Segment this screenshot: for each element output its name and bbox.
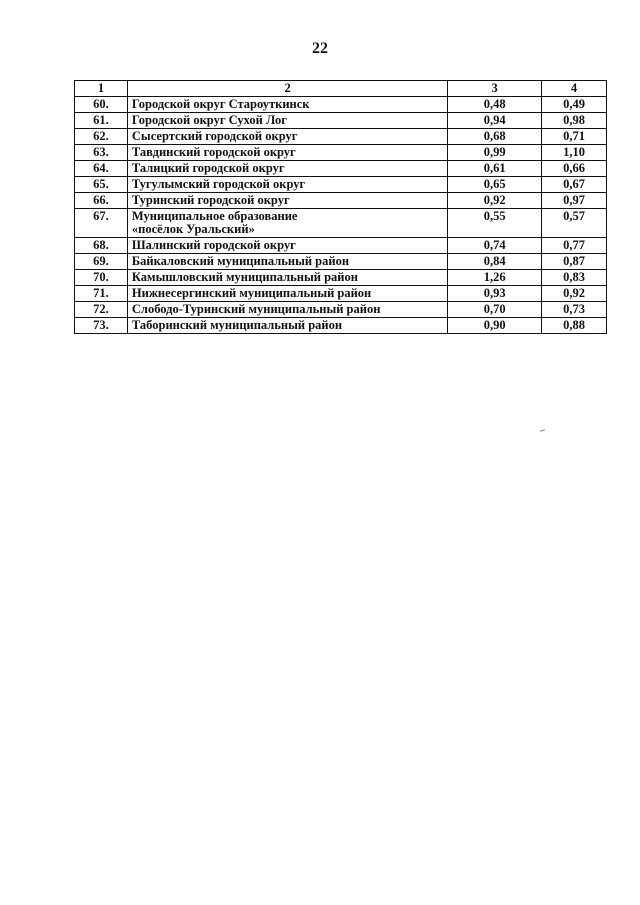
value-column-4: 0,71 [542,129,607,145]
table-row [75,209,607,238]
municipality-name [127,209,447,238]
value-column-3: 0,61 [448,161,542,177]
municipality-name-line: Камышловский муниципальный район [131,270,358,284]
municipality-name-line: Сысертский городской округ [131,129,298,143]
table-row [75,286,607,302]
table-row [75,145,607,161]
value-column-3: 0,99 [448,145,542,161]
column-header: 2 [127,81,447,97]
municipality-name-line: Байкаловский муниципальный район [131,254,350,268]
municipality-name-line: Талицкий городской округ [131,161,285,175]
row-number: 66. [75,193,128,209]
value-column-3: 0,48 [448,97,542,113]
table-row [75,97,607,113]
municipality-name-line: Муниципальное образование [131,209,298,223]
value-column-3: 0,68 [448,129,542,145]
row-number: 67. [75,209,128,238]
column-header: 3 [448,81,542,97]
value-column-4: 0,67 [542,177,607,193]
value-column-4: 0,92 [542,286,607,302]
value-column-3: 0,94 [448,113,542,129]
value-column-4: 0,66 [542,161,607,177]
table-row [75,302,607,318]
municipality-name-line: Туринский городской округ [131,193,290,207]
municipality-name-line: Городской округ Староуткинск [131,97,310,111]
value-column-3: 0,55 [448,209,542,238]
row-number: 70. [75,270,128,286]
row-number: 68. [75,238,128,254]
municipality-name-line: «посёлок Уральский» [131,222,255,236]
value-column-4: 0,49 [542,97,607,113]
value-column-3: 0,92 [448,193,542,209]
municipality-name [127,161,447,177]
row-number: 71. [75,286,128,302]
table-row [75,161,607,177]
row-number: 62. [75,129,128,145]
value-column-4: 1,10 [542,145,607,161]
table-row [75,254,607,270]
municipality-name [127,129,447,145]
row-number: 65. [75,177,128,193]
table-row [75,270,607,286]
value-column-4: 0,83 [542,270,607,286]
municipality-name-line: Тавдинский городской округ [131,145,296,159]
row-number: 60. [75,97,128,113]
municipality-name [127,238,447,254]
municipality-name [127,270,447,286]
row-number: 63. [75,145,128,161]
value-column-4: 0,73 [542,302,607,318]
municipality-name-line: Тугулымский городской округ [131,177,306,191]
row-number: 69. [75,254,128,270]
row-number: 72. [75,302,128,318]
municipality-name-line: Нижнесергинский муниципальный район [131,286,372,300]
municipality-name-line: Таборинский муниципальный район [131,318,343,332]
value-column-4: 0,57 [542,209,607,238]
value-column-3: 0,84 [448,254,542,270]
value-column-3: 1,26 [448,270,542,286]
table-row [75,238,607,254]
municipality-name [127,97,447,113]
column-header: 1 [75,81,128,97]
row-number: 61. [75,113,128,129]
value-column-3: 0,90 [448,318,542,334]
value-column-3: 0,74 [448,238,542,254]
municipality-name [127,254,447,270]
municipality-name [127,302,447,318]
table-row [75,193,607,209]
data-table [74,80,607,334]
page-number: 22 [312,40,328,57]
municipality-name [127,318,447,334]
scan-speck [540,429,545,432]
value-column-3: 0,70 [448,302,542,318]
table-row [75,318,607,334]
value-column-4: 0,98 [542,113,607,129]
value-column-4: 0,87 [542,254,607,270]
municipality-name [127,193,447,209]
row-number: 73. [75,318,128,334]
value-column-4: 0,77 [542,238,607,254]
table-row [75,113,607,129]
table-row [75,177,607,193]
table-header-row [75,81,607,97]
column-header: 4 [542,81,607,97]
municipality-name-line: Шалинский городской округ [131,238,296,252]
municipality-name-line: Городской округ Сухой Лог [131,113,287,127]
municipality-name [127,177,447,193]
value-column-4: 0,97 [542,193,607,209]
value-column-3: 0,65 [448,177,542,193]
municipality-name [127,113,447,129]
municipality-name [127,286,447,302]
row-number: 64. [75,161,128,177]
municipality-name [127,145,447,161]
value-column-4: 0,88 [542,318,607,334]
value-column-3: 0,93 [448,286,542,302]
table-row [75,129,607,145]
municipality-name-line: Слободо-Туринский муниципальный район [131,302,381,316]
table-body [75,97,607,334]
